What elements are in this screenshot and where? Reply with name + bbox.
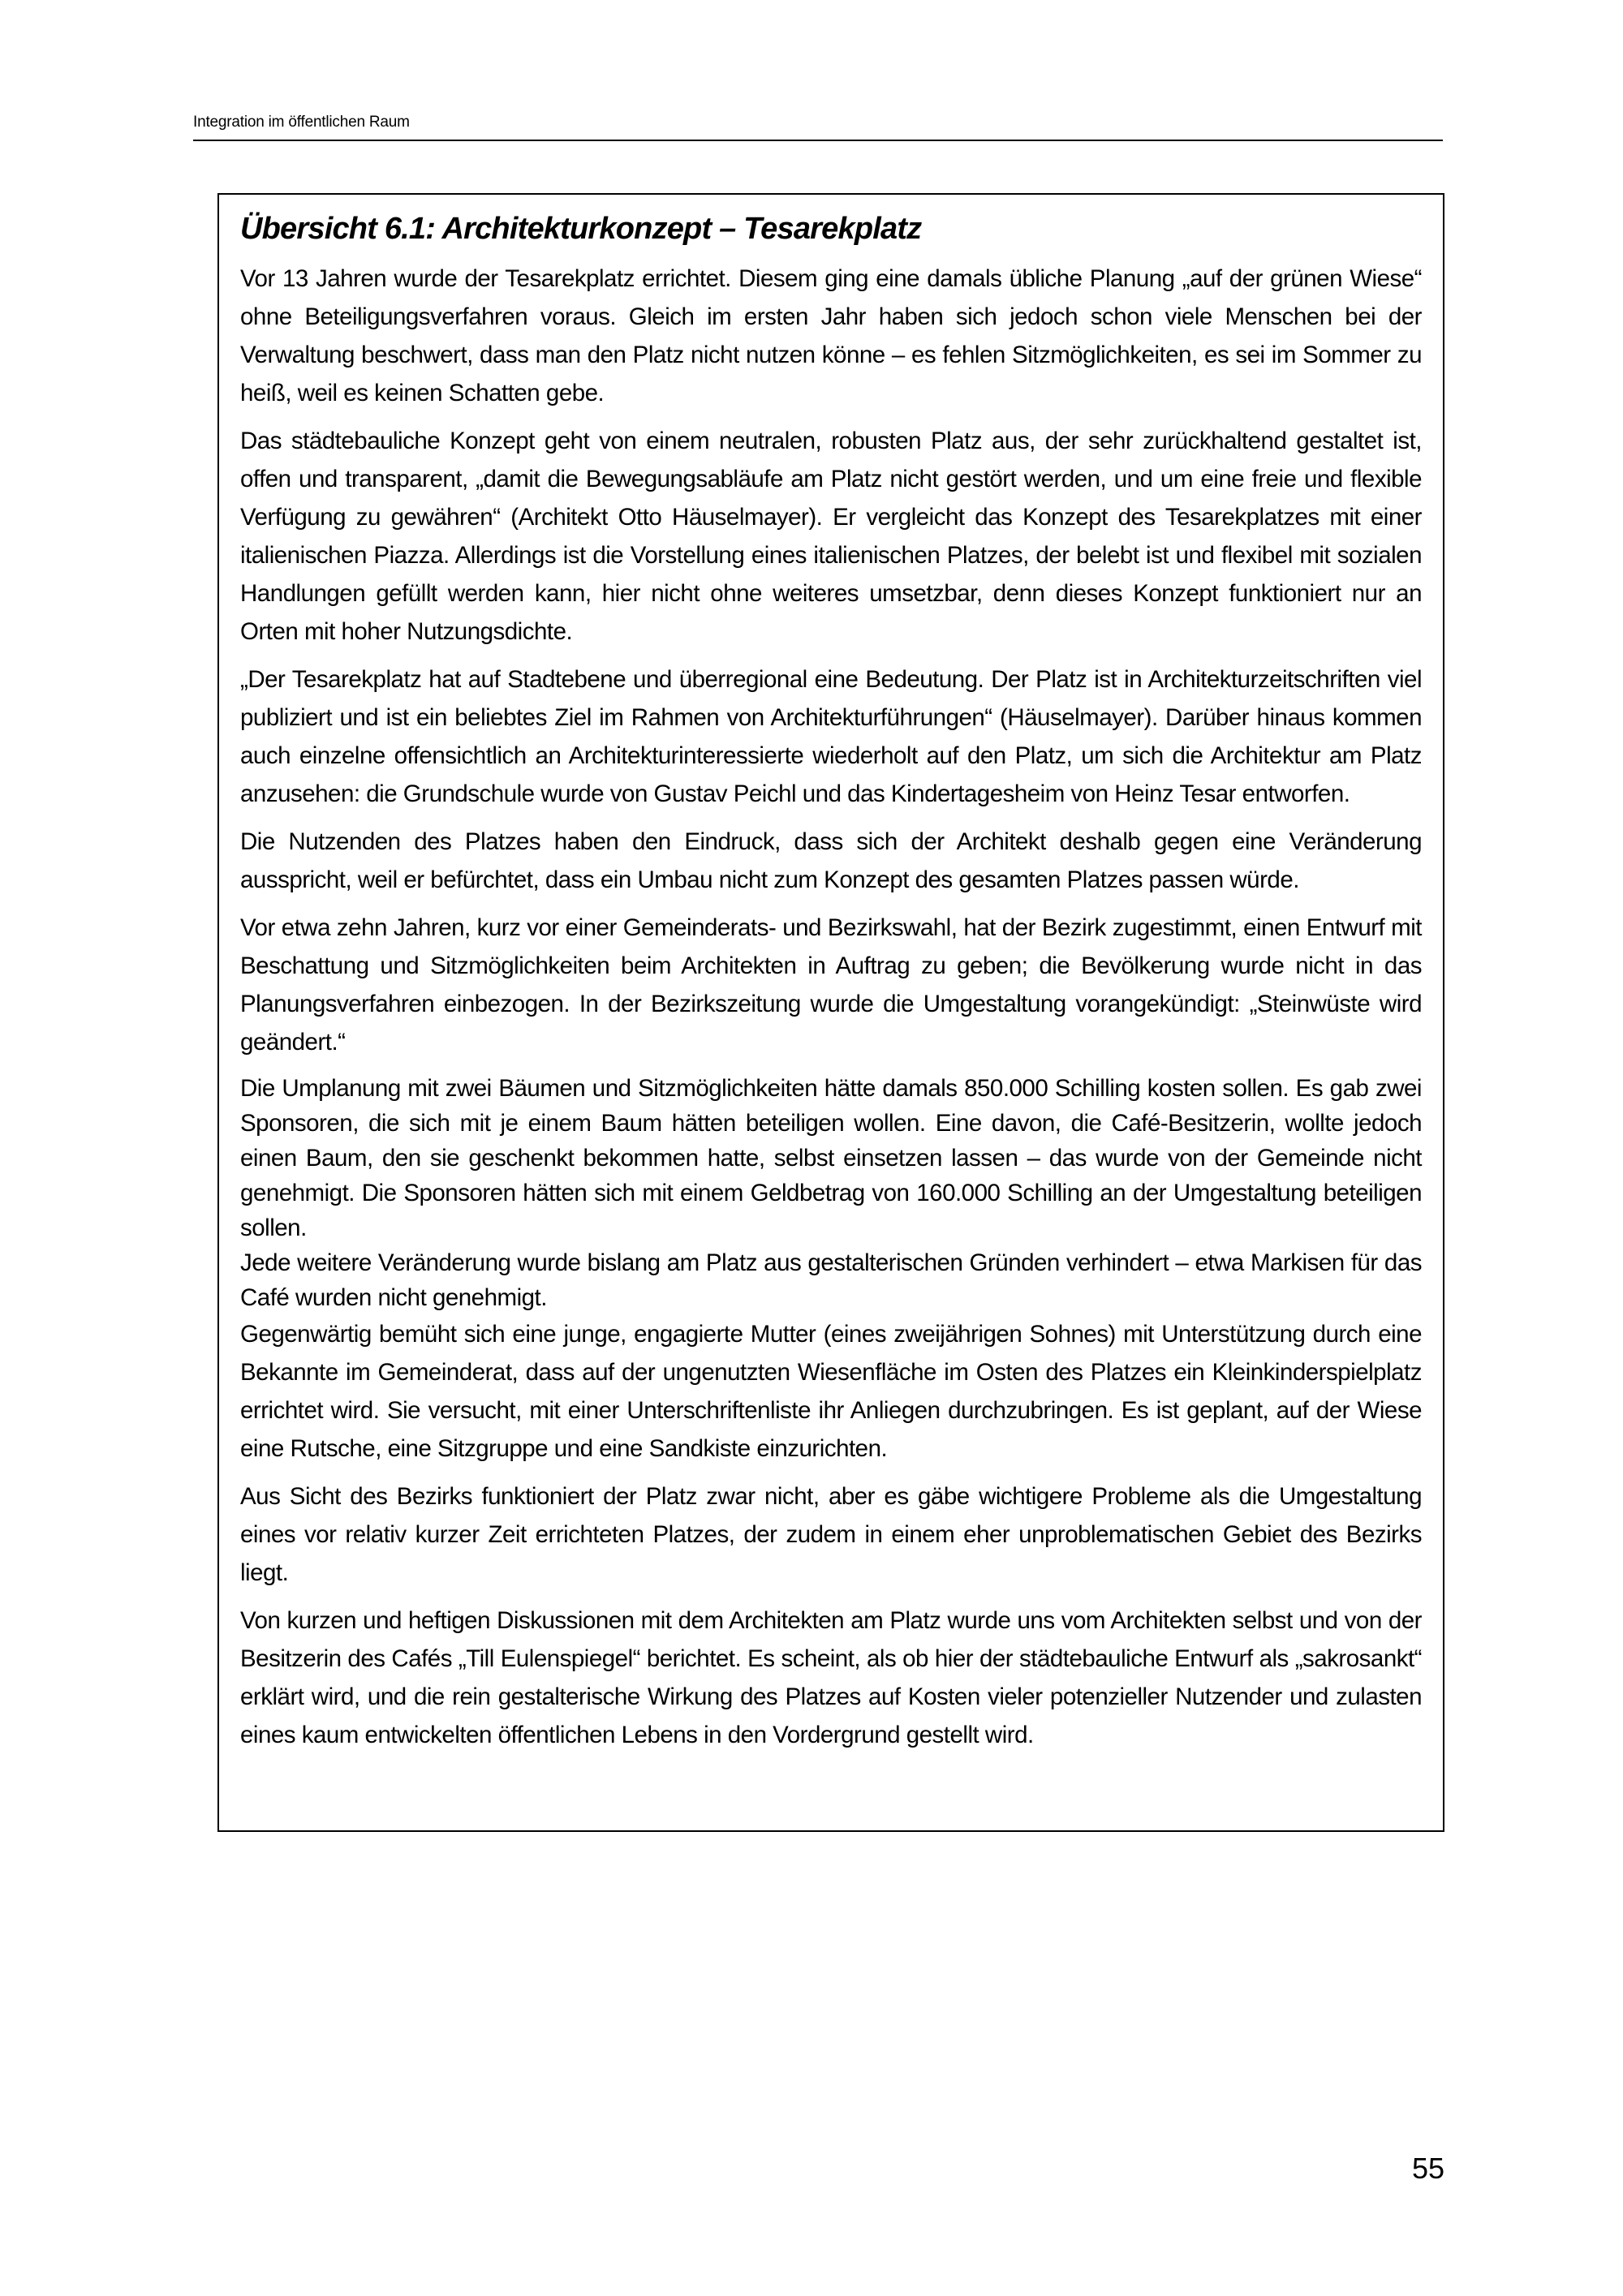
paragraph-discussions: Von kurzen und heftigen Diskussionen mit dem Architekten am Platz wurde uns vom Architekten selbst und von der Besitzerin des Cafés „Till Eulenspiegel“ berichtet. Es scheint, als ob hier der städtebauliche Entwurf als „sakrosankt“ erklärt wird, und die rein gestalterische Wirkung des Platzes auf Kosten vieler potenzieller Nutzender und zulasten eines kaum entwickelten öffentlichen Lebens in den Vordergrund gestellt wird.	[240, 1607, 1422, 1748]
paragraph-significance: „Der Tesarekplatz hat auf Stadtebene und überregional eine Bedeutung. Der Platz ist in Architekturzeitschriften viel publiziert und ist ein beliebtes Ziel im Rahmen von Architekturführungen“ (Häuselmayer). Darüber hinaus kommen auch einzelne offensichtlich an Architekturinteressierte wiederholt auf den Platz, um sich die Architektur am Platz anzusehen: die Grundschule wurde von Gustav Peichl und das Kindertagesheim von Heinz Tesar entworfen.	[240, 666, 1422, 807]
page-number: 55	[1411, 2152, 1444, 2185]
paragraph-further-changes: Jede weitere Veränderung wurde bislang am Platz aus gestalterischen Gründen verhindert – etwa Markisen für das Café wurden nicht genehmigt.	[240, 1249, 1422, 1311]
overview-box	[217, 193, 1444, 1832]
paragraph-district-decision: Vor etwa zehn Jahren, kurz vor einer Gemeinderats- und Bezirkswahl, hat der Bezirk zugestimmt, einen Entwurf mit Beschattung und Sitzmöglichkeiten beim Architekten in Auftrag zu geben; die Bevölkerung wurde nicht in das Planungsverfahren einbezogen. In der Bezirkszeitung wurde die Umgestaltung vorangekündigt: „Steinwüste wird geändert.“	[240, 914, 1422, 1056]
overview-box-title: Übersicht 6.1: Architekturkonzept – Tesarekplatz	[240, 212, 922, 246]
paragraph-intro: Vor 13 Jahren wurde der Tesarekplatz errichtet. Diesem ging eine damals übliche Planung „auf der grünen Wiese“ ohne Beteiligungsverfahren voraus. Gleich im ersten Jahr haben sich jedoch schon viele Menschen bei der Verwaltung beschwert, dass man den Platz nicht nutzen könne – es fehlen Sitzmöglichkeiten, es sei im Sommer zu heiß, weil es keinen Schatten gebe.	[240, 265, 1422, 406]
paragraph-district-view: Aus Sicht des Bezirks funktioniert der Platz zwar nicht, aber es gäbe wichtigere Probleme als die Umgestaltung eines vor relativ kurzer Zeit errichteten Platzes, der zudem in einem eher unproblematischen Gebiet des Bezirks liegt.	[240, 1483, 1422, 1586]
paragraph-replanning-costs: Die Umplanung mit zwei Bäumen und Sitzmöglichkeiten hätte damals 850.000 Schilling kosten sollen. Es gab zwei Sponsoren, die sich mit je einem Baum hätten beteiligen wollen. Eine davon, die Café-Besitzerin, wollte jedoch einen Baum, den sie geschenkt bekommen hatte, selbst einsetzen lassen – das wurde von der Gemeinde nicht genehmigt. Die Sponsoren hätten sich mit einem Geldbetrag von 160.000 Schilling an der Umgestaltung beteiligen sollen.	[240, 1075, 1422, 1241]
paragraph-users-impression: Die Nutzenden des Platzes haben den Eindruck, dass sich der Architekt deshalb gegen eine Veränderung ausspricht, weil er befürchtet, dass ein Umbau nicht zum Konzept des gesamten Platzes passen würde.	[240, 828, 1422, 893]
paragraph-concept: Das städtebauliche Konzept geht von einem neutralen, robusten Platz aus, der sehr zurückhaltend gestaltet ist, offen und transparent, „damit die Bewegungsabläufe am Platz nicht gestört werden, und um eine freie und flexible Verfügung zu gewähren“ (Architekt Otto Häuselmayer). Er vergleicht das Konzept des Tesarekplatzes mit einer italienischen Piazza. Allerdings ist die Vorstellung eines italienischen Platzes, der belebt ist und flexibel mit sozialen Handlungen gefüllt werden kann, hier nicht ohne weiteres umsetzbar, denn dieses Konzept funktioniert nur an Orten mit hoher Nutzungsdichte.	[240, 428, 1422, 645]
running-header-title: Integration im öffentlichen Raum	[193, 114, 410, 131]
paragraph-playground-initiative: Gegenwärtig bemüht sich eine junge, engagierte Mutter (eines zweijährigen Sohnes) mit Unterstützung durch eine Bekannte im Gemeinderat, dass auf der ungenutzten Wiesenfläche im Osten des Platzes ein Kleinkinderspielplatz errichtet wird. Sie versucht, mit einer Unterschriftenliste ihr Anliegen durchzubringen. Es ist geplant, auf der Wiese eine Rutsche, eine Sitzgruppe und eine Sandkiste einzurichten.	[240, 1321, 1422, 1462]
running-header	[193, 105, 1443, 141]
